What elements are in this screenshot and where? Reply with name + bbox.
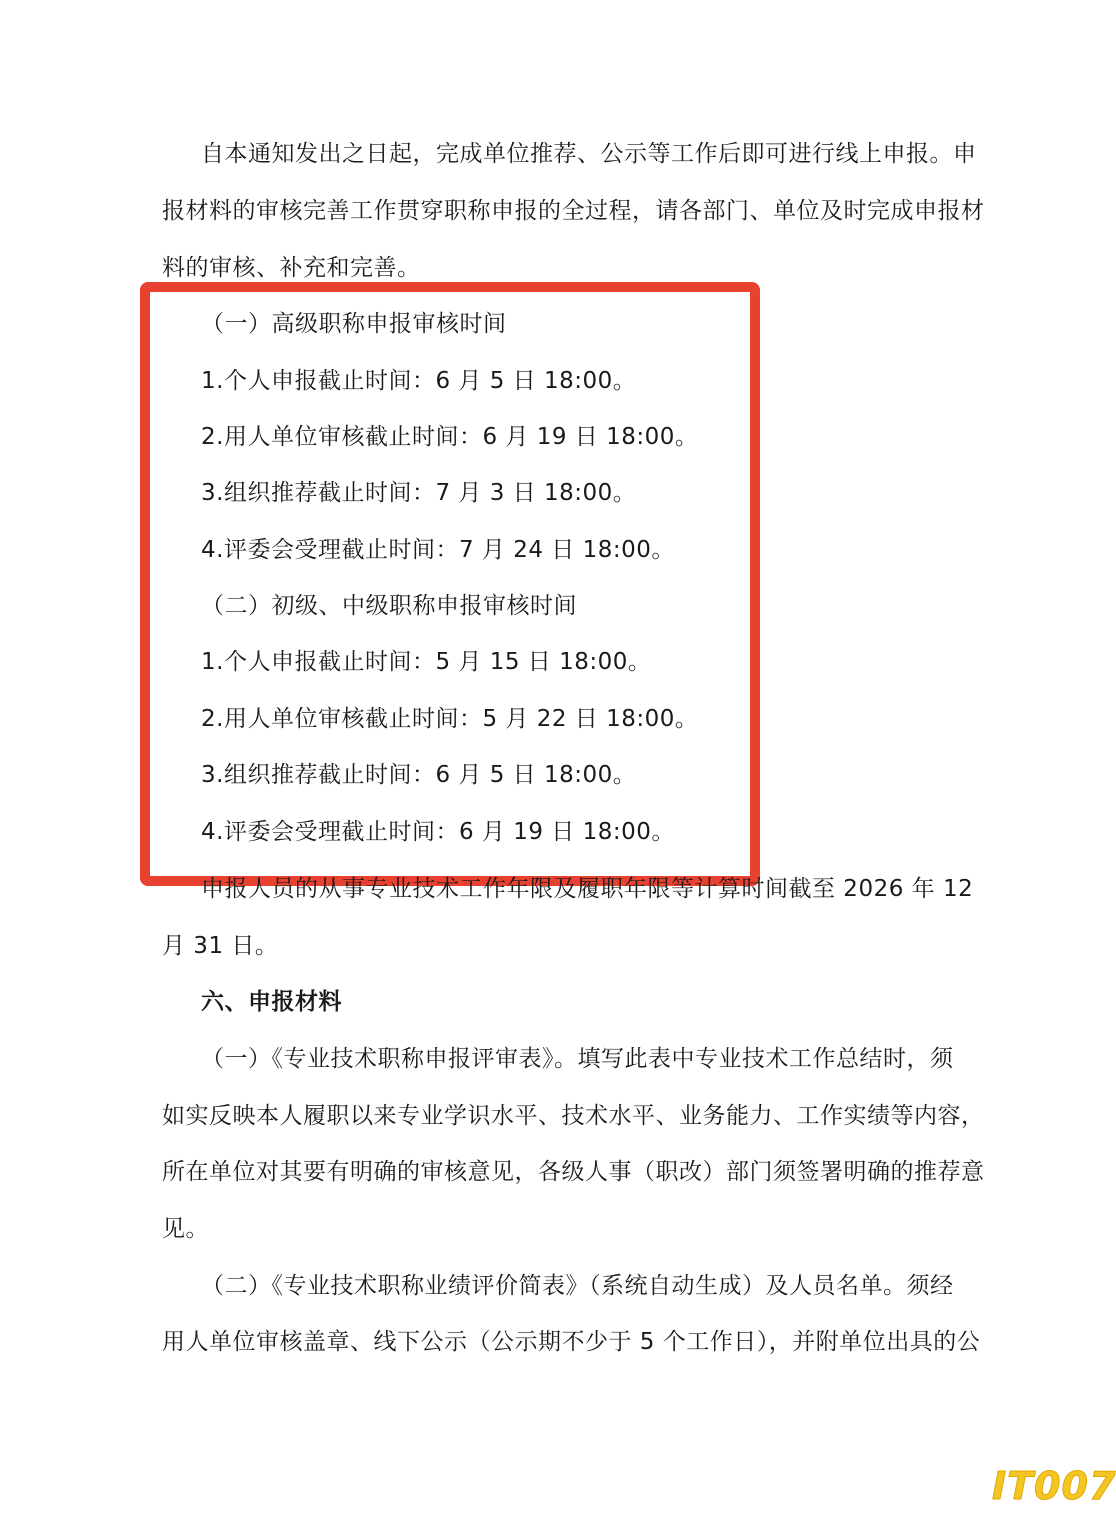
senior-item-4: 4.评委会受理截止时间：7 月 24 日 18:00。: [201, 537, 675, 563]
senior-item-1: 1.个人申报截止时间：6 月 5 日 18:00。: [201, 368, 637, 394]
senior-item-3: 3.组织推荐截止时间：7 月 3 日 18:00。: [201, 480, 637, 506]
junior-item-1: 1.个人申报截止时间：5 月 15 日 18:00。: [201, 649, 652, 675]
section6-para1-line-1: （一）《专业技术职称申报评审表》。填写此表中专业技术工作总结时，须: [201, 1046, 954, 1072]
section6-para2-line-2: 用人单位审核盖章、线下公示（公示期不少于 5 个工作日），并附单位出具的公: [162, 1329, 981, 1355]
section6-para1-line-3: 所在单位对其要有明确的审核意见，各级人事（职改）部门须签署明确的推荐意: [162, 1159, 985, 1185]
section6-para2-line-1: （二）《专业技术职称业绩评价简表》（系统自动生成）及人员名单。须经: [201, 1273, 954, 1299]
intro-line-3: 料的审核、补充和完善。: [162, 255, 421, 281]
junior-item-4: 4.评委会受理截止时间：6 月 19 日 18:00。: [201, 819, 675, 845]
cutoff-line-1: 申报人员的从事专业技术工作年限及履职年限等计算时间截至 2026 年 12: [201, 876, 974, 902]
section-title: 六、申报材料: [201, 989, 342, 1015]
section6-para1-line-2: 如实反映本人履职以来专业学识水平、技术水平、业务能力、工作实绩等内容，: [162, 1103, 985, 1129]
senior-heading: （一）高级职称申报审核时间: [201, 311, 507, 337]
junior-item-2: 2.用人单位审核截止时间：5 月 22 日 18:00。: [201, 706, 699, 732]
senior-item-2: 2.用人单位审核截止时间：6 月 19 日 18:00。: [201, 424, 699, 450]
intro-line-1: 自本通知发出之日起，完成单位推荐、公示等工作后即可进行线上申报。申: [201, 141, 977, 167]
section6-para1-line-4: 见。: [162, 1216, 209, 1242]
junior-heading: （二）初级、中级职称申报审核时间: [201, 593, 577, 619]
intro-line-2: 报材料的审核完善工作贯穿职称申报的全过程，请各部门、单位及时完成申报材: [162, 198, 985, 224]
watermark-logo: IT007: [992, 1464, 1116, 1508]
cutoff-line-2: 月 31 日。: [162, 933, 279, 959]
junior-item-3: 3.组织推荐截止时间：6 月 5 日 18:00。: [201, 762, 637, 788]
